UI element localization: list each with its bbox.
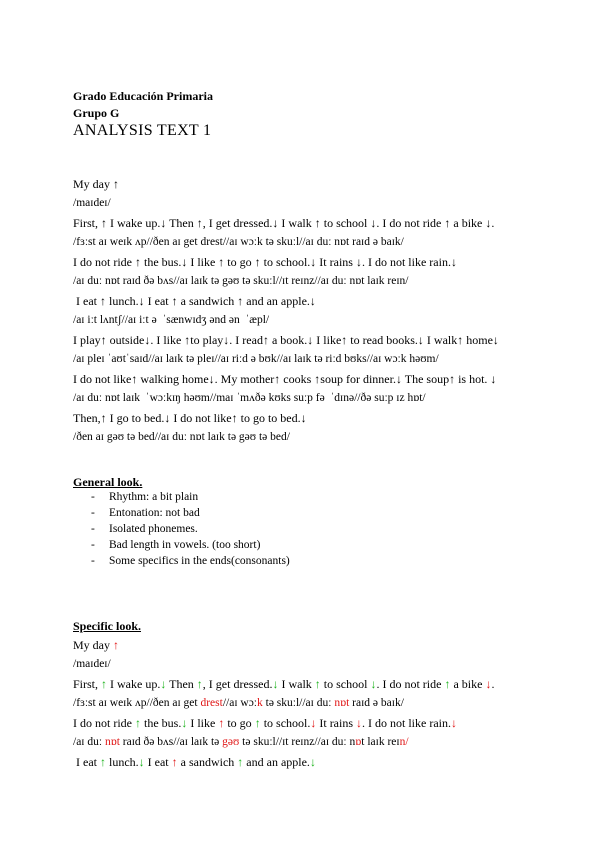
text-segment: /fɜːst aɪ weɪk ʌp//ðen aɪ get drest//aɪ wɔːk tə skuːl//aɪ duː nɒt raɪd ə baɪk/: [73, 236, 404, 248]
analysis-transcription-line: [73, 353, 439, 365]
specific-transcription-line: [73, 658, 111, 670]
text-segment: /aɪ iːt lʌntʃ//aɪ iːt ə ˈsænwɪdʒ ənd ən ˈæpl/: [73, 314, 270, 326]
falling-arrow-mark: ↓: [272, 677, 279, 691]
analysis-sentence-line: [73, 216, 494, 231]
rising-arrow-mark: ↑: [237, 755, 244, 769]
rising-arrow-mark: ↑: [444, 677, 451, 691]
falling-arrow-mark: ↓: [310, 716, 317, 730]
text-segment: gəʊ: [222, 736, 240, 748]
rising-arrow-mark: ↑: [171, 755, 178, 769]
text-segment: to go: [224, 716, 255, 730]
text-segment: ɒ: [355, 736, 362, 748]
general-look-item-text: Entonation: not bad: [109, 507, 200, 519]
text-segment: . I do not ride: [376, 677, 445, 691]
general-look-item-text: Rhythm: a bit plain: [109, 491, 199, 503]
text-segment: the bus.: [141, 716, 182, 730]
bullet-dash: -: [91, 491, 95, 503]
bullet-dash: -: [91, 507, 95, 519]
specific-look-heading: Specific look.: [73, 619, 141, 633]
text-segment: raɪd ðə bʌs//aɪ laɪk tə: [119, 736, 223, 748]
text-segment: /aɪ duː: [73, 736, 105, 748]
text-segment: Then,↑ I go to bed.↓ I do not like↑ to go to bed.↓: [73, 411, 307, 425]
text-segment: I do not ride ↑ the bus.↓ I like ↑ to go ↑ to school.↓ It rains ↓. I do not like rain.↓: [73, 255, 457, 269]
text-segment: I walk: [278, 677, 315, 691]
analysis-transcription-line: [73, 314, 269, 326]
text-segment: I wake up.: [107, 677, 161, 691]
degree-line: Grado Educación Primaria: [73, 89, 213, 103]
general-look-heading: General look.: [73, 475, 143, 489]
group-line: Grupo G: [73, 106, 120, 120]
general-look-item-text: Bad length in vowels. (too short): [109, 539, 261, 551]
text-segment: I like: [187, 716, 219, 730]
text-segment: to school.: [260, 716, 311, 730]
analysis-sentence-line: [73, 255, 457, 270]
text-segment: .: [491, 677, 495, 691]
specific-sentence-line: [73, 677, 494, 692]
text-segment: I eat: [73, 755, 100, 769]
text-segment: /maɪdeɪ/: [73, 658, 111, 670]
analysis-transcription-line: [73, 197, 111, 209]
text-segment: a sandwich: [177, 755, 238, 769]
bullet-dash: -: [91, 555, 95, 567]
rising-arrow-mark: ↑: [101, 677, 108, 691]
analysis-sentence-line: [73, 294, 316, 309]
text-segment: to school: [320, 677, 371, 691]
text-segment: I eat ↑ lunch.↓ I eat ↑ a sandwich ↑ and an apple.↓: [73, 294, 316, 308]
page-title: ANALYSIS TEXT 1: [73, 122, 212, 139]
bullet-dash: -: [91, 539, 95, 551]
text-segment: First, ↑ I wake up.↓ Then ↑, I get dressed.↓ I walk ↑ to school ↓. I do not ride ↑ a bike ↓.: [73, 216, 495, 230]
falling-arrow-mark: ↓: [309, 755, 316, 769]
text-segment: , I get dressed.: [202, 677, 273, 691]
rising-arrow-mark: ↑: [314, 677, 321, 691]
general-look-item-text: Some specifics in the ends(consonants): [109, 555, 290, 567]
analysis-sentence-line: [73, 411, 307, 426]
rising-arrow-mark: ↑: [196, 677, 203, 691]
text-segment: I do not like↑ walking home↓. My mother↑ cooks ↑soup for dinner.↓ The soup↑ is hot. ↓: [73, 372, 497, 386]
analysis-transcription-line: [73, 431, 290, 443]
rising-arrow-mark: ↑: [254, 716, 261, 730]
text-segment: tə skuːl//aɪ duː: [262, 697, 335, 709]
text-segment: It rains: [316, 716, 357, 730]
text-segment: I play↑ outside↓. I like ↑to play↓. I read↑ a book.↓ I like↑ to read books.↓ I walk↑ home↓: [73, 333, 499, 347]
specific-sentence-line: [73, 638, 119, 653]
analysis-sentence-line: [73, 177, 119, 192]
analysis-transcription-line: [73, 275, 408, 287]
text-segment: /fɜːst aɪ weɪk ʌp//ðen aɪ get: [73, 697, 201, 709]
rising-arrow-mark: ↑: [99, 755, 106, 769]
rising-arrow-mark: ↑: [113, 638, 119, 652]
falling-arrow-mark: ↓: [138, 755, 145, 769]
text-segment: nɒt: [104, 736, 120, 748]
text-segment: I do not ride: [73, 716, 135, 730]
text-segment: raɪd ə baɪk/: [349, 697, 404, 709]
specific-sentence-line: [73, 755, 316, 770]
text-segment: /aɪ duː nɒt raɪd ðə bʌs//aɪ laɪk tə gəʊ tə skuːl//ɪt reɪnz//aɪ duː nɒt laɪk reɪn/: [73, 275, 409, 287]
specific-sentence-line: [73, 716, 457, 731]
text-segment: drest: [200, 697, 223, 709]
analysis-sentence-line: [73, 372, 496, 387]
falling-arrow-mark: ↓: [451, 716, 457, 730]
text-segment: /maɪdeɪ/: [73, 197, 111, 209]
text-segment: /aɪ duː nɒt laɪk ˈwɔːkɪŋ həʊm//maɪ ˈmʌðə kʊks suːp fə ˈdɪnə//ðə suːp ɪz hɒt/: [73, 392, 426, 404]
analysis-transcription-line: [73, 236, 404, 248]
text-segment: //aɪ wɔː: [222, 697, 257, 709]
text-segment: a bike: [450, 677, 486, 691]
text-segment: /ðen aɪ gəʊ tə bed//aɪ duː nɒt laɪk tə gəʊ tə bed/: [73, 431, 290, 443]
text-segment: First,: [73, 677, 102, 691]
text-segment: Then: [166, 677, 197, 691]
analysis-transcription-line: [73, 392, 426, 404]
specific-transcription-line: [73, 736, 409, 748]
falling-arrow-mark: ↓: [181, 716, 188, 730]
text-segment: tə skuːl//ɪt reɪnz//aɪ duː n: [239, 736, 356, 748]
falling-arrow-mark: ↓: [370, 677, 377, 691]
text-segment: nɒt: [334, 697, 350, 709]
falling-arrow-mark: ↓: [485, 677, 492, 691]
text-segment: /aɪ pleɪ ˈaʊtˈsaɪd//aɪ laɪk tə pleɪ//aɪ riːd ə bʊk//aɪ laɪk tə riːd bʊks//aɪ wɔːk həʊm/: [73, 353, 439, 365]
text-segment: My day: [73, 638, 113, 652]
falling-arrow-mark: ↓: [356, 716, 363, 730]
specific-transcription-line: [73, 697, 404, 709]
rising-arrow-mark: ↑: [135, 716, 141, 730]
text-segment: My day ↑: [73, 177, 119, 191]
bullet-dash: -: [91, 523, 95, 535]
text-segment: t laɪk reɪ: [361, 736, 400, 748]
text-segment: I eat: [144, 755, 172, 769]
general-look-item-text: Isolated phonemes.: [109, 523, 198, 535]
analysis-sentence-line: [73, 333, 499, 348]
falling-arrow-mark: ↓: [160, 677, 167, 691]
text-segment: lunch.: [105, 755, 139, 769]
text-segment: k: [257, 697, 263, 709]
text-segment: n/: [399, 736, 409, 748]
text-segment: and an apple.: [243, 755, 310, 769]
text-segment: . I do not like rain.: [362, 716, 451, 730]
rising-arrow-mark: ↑: [218, 716, 225, 730]
